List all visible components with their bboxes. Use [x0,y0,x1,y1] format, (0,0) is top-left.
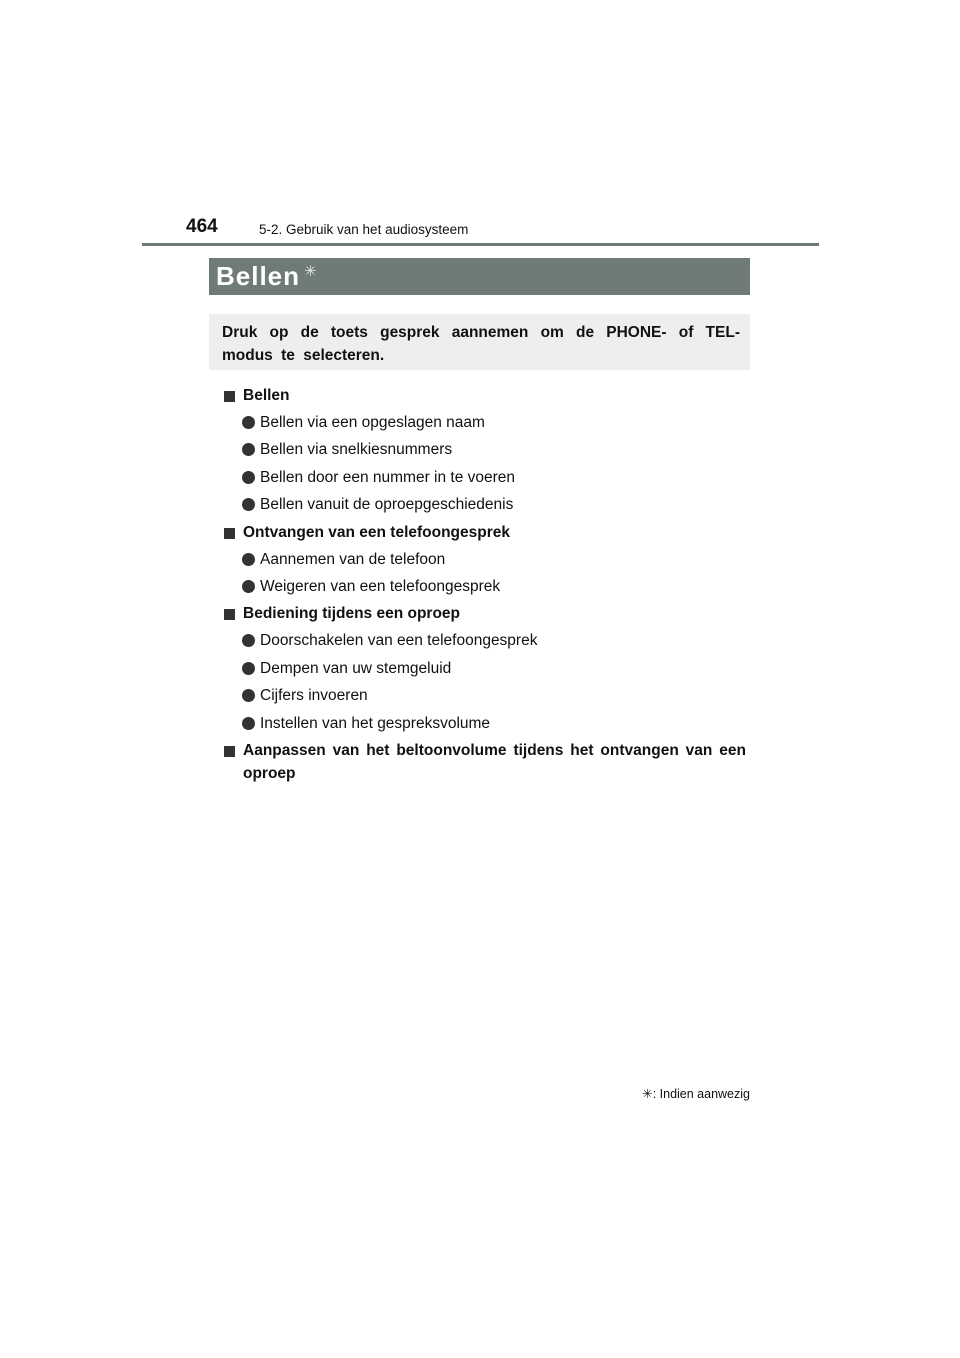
asterisk-icon: ✳ [642,1087,653,1101]
square-bullet-icon [224,391,235,402]
list-item-text: Dempen van uw stemgeluid [260,659,452,677]
section-heading-text: Aanpassen van het beltoonvolume tijdens het ontvangen van een oproep [243,741,746,782]
circle-bullet-icon [242,662,255,675]
section-group [224,739,746,785]
list-item [224,684,746,707]
section-heading [224,739,746,785]
section-heading-text: Bediening tijdens een oproep [243,605,461,623]
footnote-text: : Indien aanwezig [652,1087,750,1101]
page-number: 464 [186,216,218,237]
list-item [224,575,746,598]
list-item-text: Bellen via snelkiesnummers [260,441,453,459]
page-title: Bellen [216,261,301,291]
circle-bullet-icon [242,471,255,484]
circle-bullet-icon [242,689,255,702]
list-item [224,466,746,489]
circle-bullet-icon [242,553,255,566]
list-item [224,493,746,516]
circle-bullet-icon [242,443,255,456]
list-item-text: Bellen vanuit de oproepgeschiedenis [260,496,514,514]
list-item-text: Aannemen van de telefoon [260,550,446,568]
list-item-text: Instellen van het gespreksvolume [260,714,491,732]
section-heading-text: Bellen [243,387,290,404]
section-heading [224,602,746,625]
asterisk-icon: ✳ [304,263,317,280]
intro-box [209,314,750,370]
list-item [224,712,746,735]
section-heading [224,384,746,407]
list-item-text: Cijfers invoeren [260,687,368,705]
content [224,384,746,789]
square-bullet-icon [224,746,235,757]
circle-bullet-icon [242,416,255,429]
square-bullet-icon [224,609,235,620]
section-heading [224,521,746,544]
footnote [630,1086,750,1101]
section-group [224,521,746,598]
section-group [224,384,746,516]
list-item-text: Doorschakelen van een telefoongesprek [260,632,538,650]
list-item-text: Bellen via een opgeslagen naam [260,414,485,431]
circle-bullet-icon [242,634,255,647]
list-item-text: Bellen door een nummer in te voeren [260,468,516,486]
section-group [224,602,746,734]
list-item [224,438,746,461]
list-item-text: Weigeren van een telefoongesprek [260,577,501,595]
circle-bullet-icon [242,717,255,730]
header-rule [142,243,819,246]
square-bullet-icon [224,528,235,539]
title-bar [209,258,750,295]
list-item [224,548,746,571]
list-item [224,411,746,434]
list-item [224,629,746,652]
list-item [224,657,746,680]
circle-bullet-icon [242,498,255,511]
intro-text: Druk op de toets gesprek aannemen om de PHONE- of TEL-modus te selecteren. [222,324,740,364]
section-reference: 5-2. Gebruik van het audiosysteem [259,222,469,237]
section-heading-text: Ontvangen van een telefoongesprek [243,523,511,541]
circle-bullet-icon [242,580,255,593]
